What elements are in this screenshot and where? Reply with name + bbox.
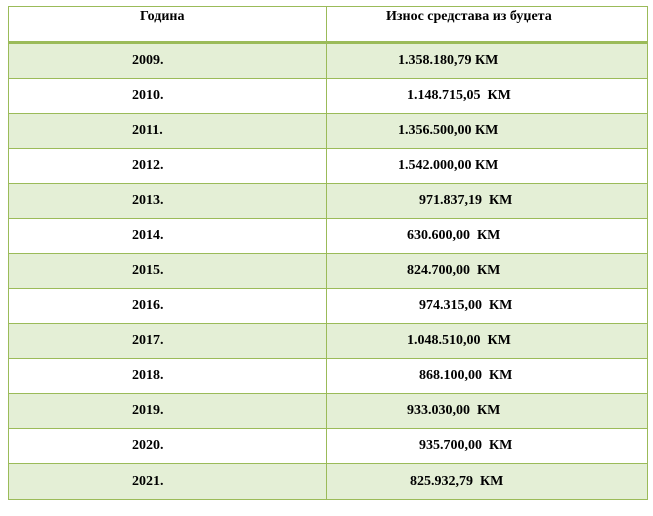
amount-cell: 825.932,79 КМ [410,473,504,489]
table-row [9,464,647,500]
table-row [9,254,647,289]
year-cell: 2011. [9,114,327,148]
year-cell: 2013. [9,184,327,218]
table-row [9,149,647,184]
table-row [9,114,647,149]
year-cell: 2010. [9,79,327,113]
amount-cell: 933.030,00 КМ [407,403,501,418]
amount-cell: 630.600,00 КМ [407,228,501,243]
table-row [9,289,647,324]
table-header-row [9,7,647,44]
year-cell: 2012. [9,149,327,183]
table-row [9,44,647,79]
amount-cell: 824.700,00 КМ [407,263,501,278]
amount-cell: 1.356.500,00 КМ [398,123,499,138]
year-cell: 2019. [9,394,327,428]
table-row [9,394,647,429]
year-cell: 2017. [9,324,327,358]
year-cell: 2009. [9,44,327,78]
year-cell: 2021. [9,464,327,499]
amount-cell: 974.315,00 КМ [419,298,513,313]
table-row [9,79,647,114]
year-cell: 2016. [9,289,327,323]
amount-cell: 1.542.000,00 КМ [398,158,499,173]
amount-cell: 868.100,00 КМ [419,368,513,383]
amount-cell: 935.700,00 КМ [419,438,513,453]
table-row [9,219,647,254]
year-cell: 2015. [9,254,327,288]
table-row [9,429,647,464]
header-year: Година [9,7,327,41]
amount-cell: 1.148.715,05 КМ [407,88,511,103]
amount-cell: 1.358.180,79 КМ [398,53,499,68]
table-row [9,359,647,394]
table-row [9,184,647,219]
table-row [9,324,647,359]
header-amount: Износ средстава из буџета [386,9,552,24]
year-cell: 2014. [9,219,327,253]
year-cell: 2020. [9,429,327,463]
amount-cell: 1.048.510,00 КМ [407,333,511,348]
year-cell: 2018. [9,359,327,393]
budget-table [8,6,648,500]
amount-cell: 971.837,19 КМ [419,193,513,208]
